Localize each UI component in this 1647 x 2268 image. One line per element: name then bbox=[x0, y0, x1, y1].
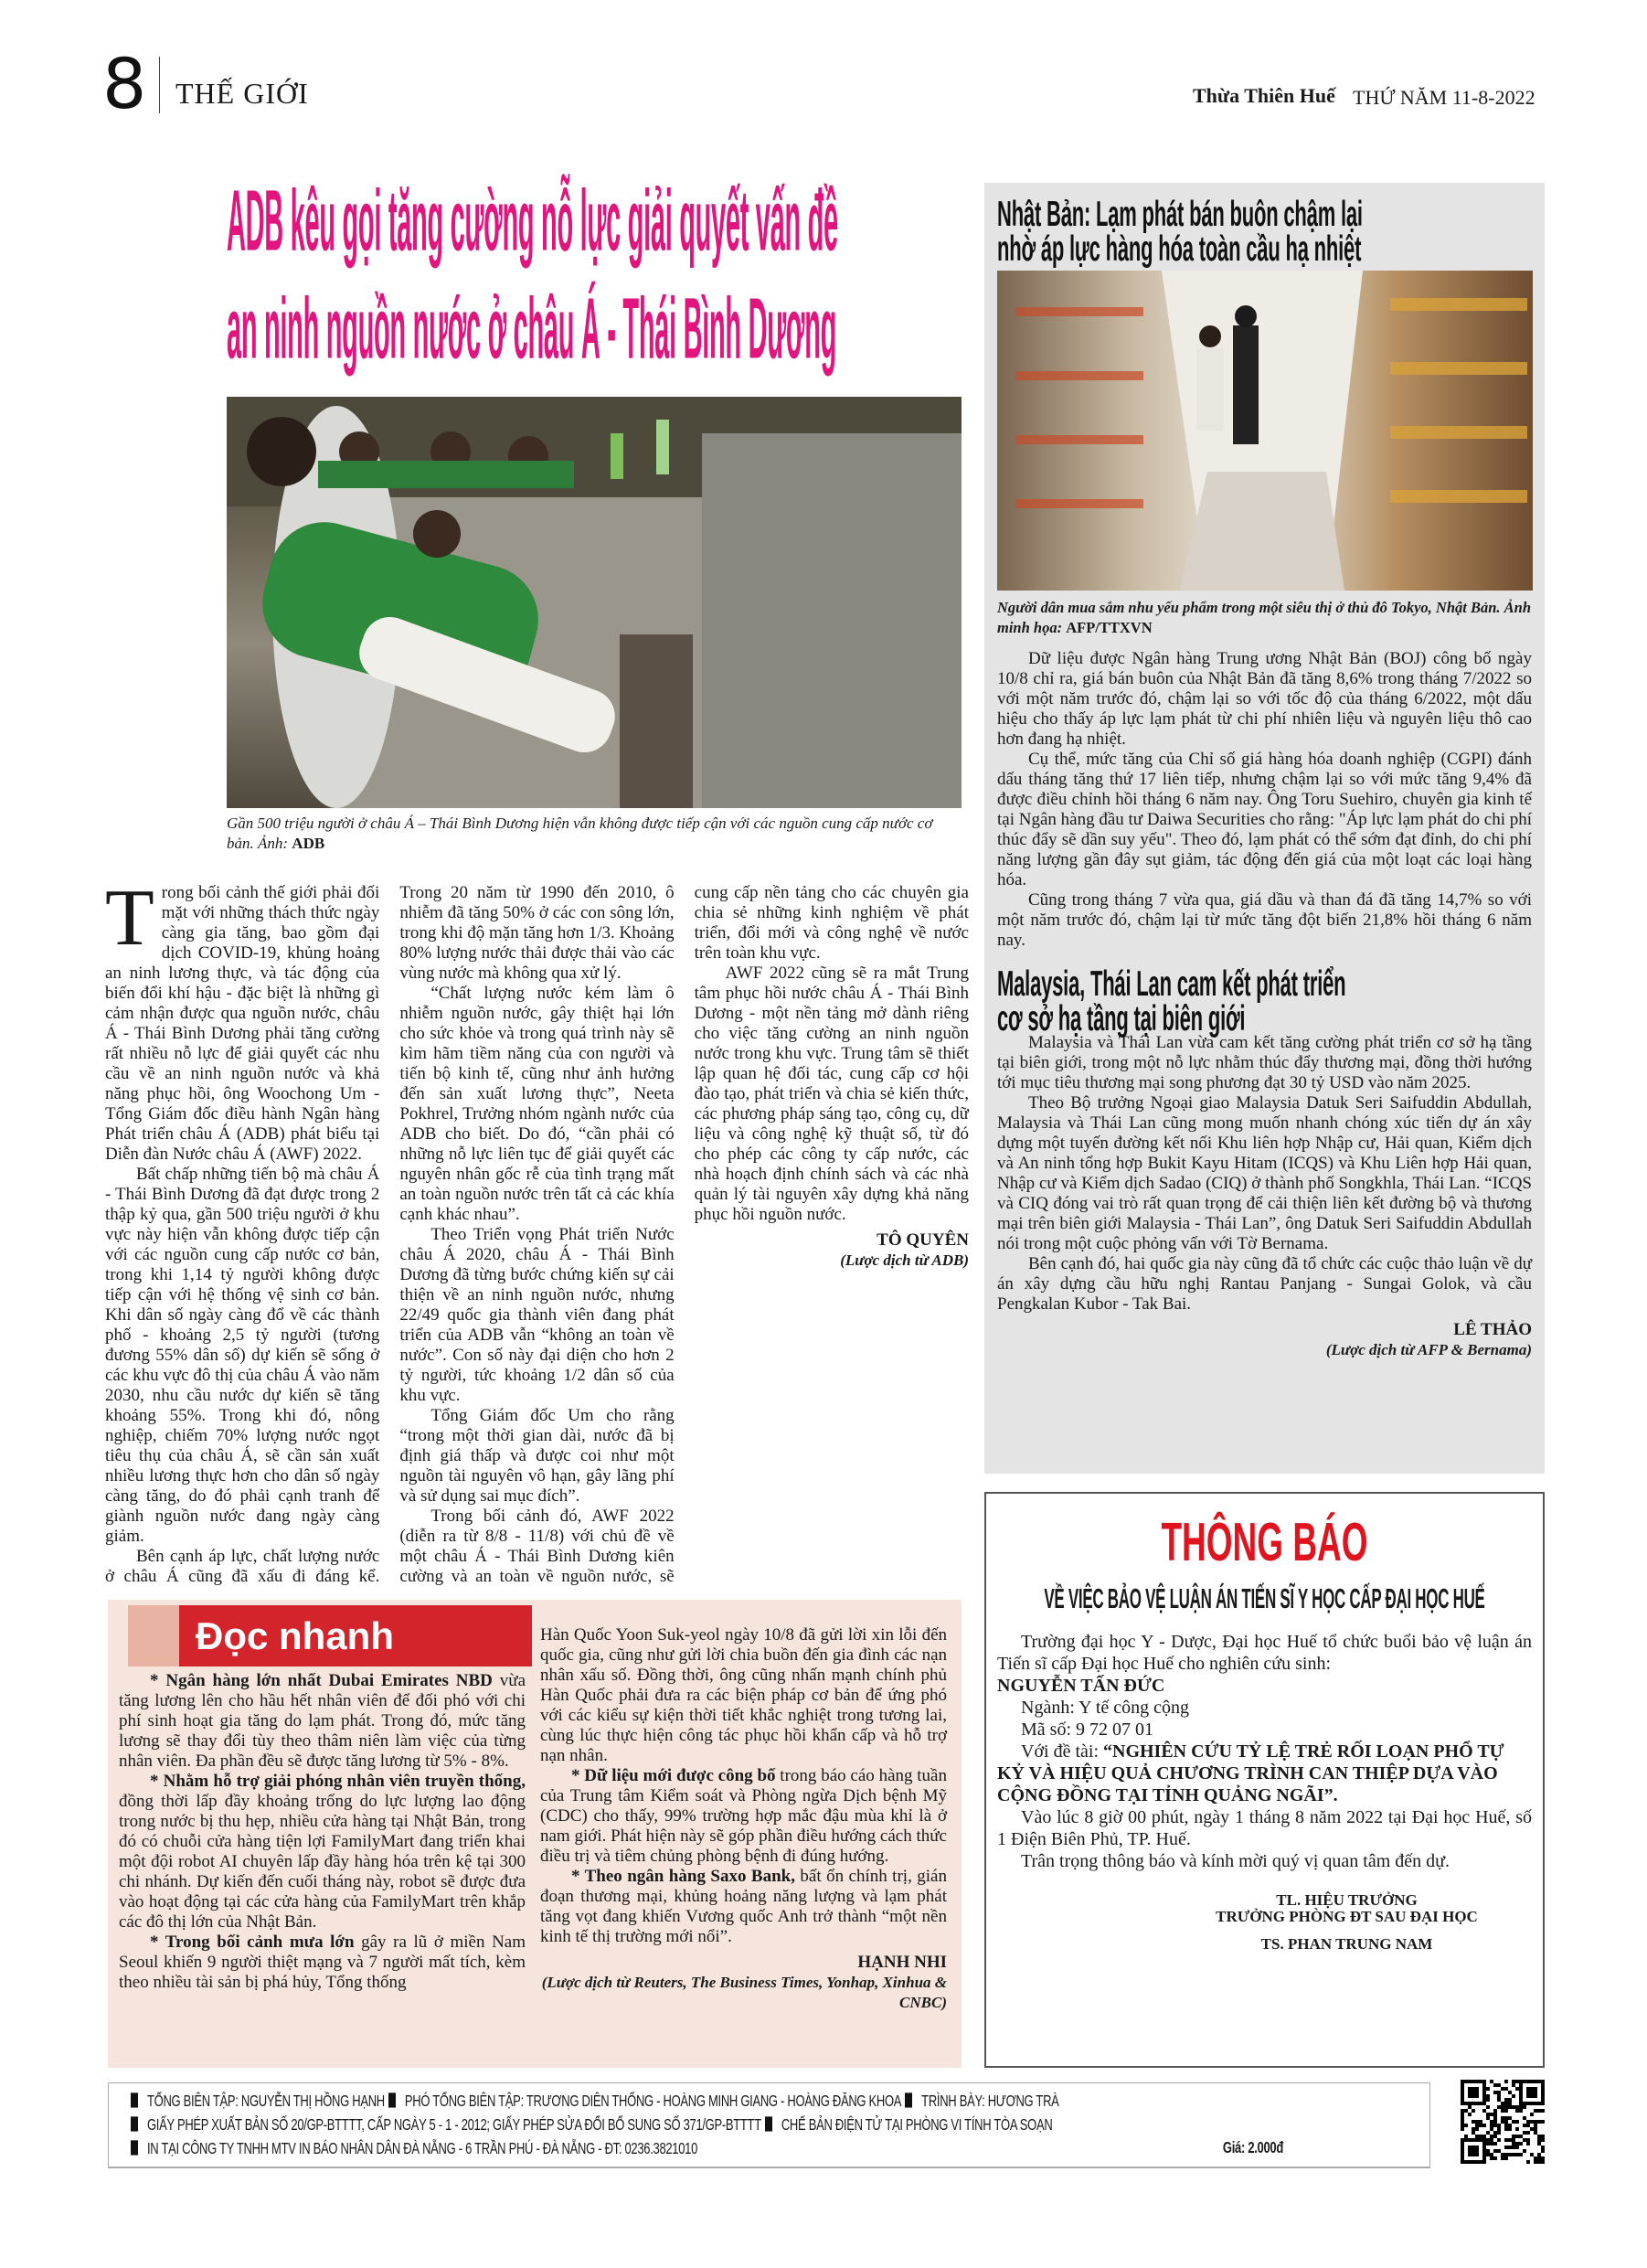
footer-text: PHÓ TỔNG BIÊN TẬP: TRƯƠNG DIÊN THỐNG - HOÀNG MINH GIANG - HOÀNG ĐĂNG KHOA bbox=[404, 2092, 902, 2111]
item-text: đồng thời lấp đầy khoảng trống do lực lượng lao động trong nước bị thu hẹp, nhiều cửa hàng tại Nhật Bản, trong đó có chuỗi cửa hàng tiện lợi FamilyMart đang triển khai một đội robot AI chuyên lấp đầy hàng hóa trên kệ tại 300 chi nhánh. Dự kiến đến cuối tháng này, robot sẽ được đưa vào hoạt động tại các cửa hàng của FamilyMart trên khắp các đô thị lớn của Nhật Bản. bbox=[119, 1792, 526, 1932]
quick-author: HẠNH NHI bbox=[857, 1953, 947, 1972]
item-text: gây ra lũ ở miền Nam Seoul khiến 9 người thiệt mạng và 7 người mất tích, kèm theo nhiều tài sản bị phá hủy, Tổng thống bbox=[119, 1933, 526, 1992]
footer-text: GIẤY PHÉP XUẤT BẢN SỐ 20/GP-BTTTT, CẤP NGÀY 5 - 1 - 2012; GIẤY PHÉP SỬA ĐỔI BỔ SUNG SỐ 371/GP-BTTTT bbox=[147, 2115, 761, 2135]
qr-code[interactable] bbox=[1461, 2080, 1545, 2164]
notice-subtitle bbox=[997, 1583, 1532, 1631]
quick-source: (Lược dịch từ Reuters, The Business Times, Yonhap, Xinhua & CNBC) bbox=[541, 1974, 947, 2011]
main-article-body bbox=[105, 874, 969, 1596]
quick-item bbox=[540, 1867, 947, 1947]
quick-item bbox=[119, 1933, 526, 1993]
paragraph-text: rong bối cảnh thế giới phải đối mặt với những thách thức ngày càng gia tăng, bao gồm đại dịch COVID-19, khủng hoảng an ninh lương thực, và tác động của biến đổi khí hậu - đặc biệt là những gì cảm nhận được qua nguồn nước, châu Á - Thái Bình Dương phải tăng cường rất nhiều nỗ lực để giải quyết các nhu cầu về an ninh nguồn nước và khả năng phục hồi, ông Woochong Um - Tổng Giám đốc điều hành Ngân hàng Phát triển châu Á (ADB) phát biểu tại Diễn đàn Nước châu Á (AWF) 2022. bbox=[105, 883, 380, 1164]
header-accent bbox=[128, 1605, 179, 1666]
article-paragraph: Bên cạnh đó, hai quốc gia này cũng đã tổ chức các cuộc thảo luận về dự án xây dựng cầu hữu nghị Rantau Panjang - Sungai Golok, và cầu Pengkalan Kubor - Tak Bai. bbox=[997, 1254, 1532, 1314]
article-paragraph: Trong bối cảnh đó, AWF 2022 (diễn ra từ 8/8 - 11/8) với chủ đề về một châu Á - Thái Bình Dương kiên cường và an toàn về nguồn nước, sẽ cung cấp nền tảng cho các chuyên gia chia sẻ những kinh nghiệm về phát triển, đổi mới và công nghệ về nước trên toàn khu vực. bbox=[399, 883, 969, 1586]
article-paragraph: Malaysia và Thái Lan vừa cam kết tăng cường phát triển cơ sở hạ tầng tại biên giới, trong một nỗ lực nhằm thúc đẩy thương mại, đồng thời hướng tới mục tiêu thương mại song phương đạt 30 tỷ USD vào năm 2025. bbox=[997, 1033, 1532, 1092]
headline-line: an ninh nguồn nước ở châu Á - Thái Bình Dương bbox=[227, 283, 837, 378]
notice-code: Mã số: 9 72 07 01 bbox=[1021, 1720, 1153, 1740]
article-paragraph: Theo Bộ trưởng Ngoại giao Malaysia Datuk Seri Saifuddin Abdullah, Malaysia và Thái Lan cũng mong muốn nhanh chóng xúc tiến dự án xây dựng một tuyến đường kết nối Khu liên hợp Nhập cư, Hải quan, Kiểm dịch và An ninh tổng hợp Bukit Kayu Hitam (ICQS) và Khu Liên hợp Hải quan, Nhập cư và Kiểm dịch Sadao (CIQ) ở thành phố Songkhla, Thái Lan. “ICQS và CIQ đóng vai trò rất quan trọng để cải thiện liên kết đường bộ và thương mại trên biên giới Malaysia - Thái Lan”, ông Datuk Seri Saifuddin Abdullah nói trong một cuộc phỏng vấn với Tờ Bernama. bbox=[997, 1093, 1532, 1253]
supermarket-photo bbox=[997, 271, 1533, 591]
page-number: 8 bbox=[102, 43, 147, 124]
item-text: vừa tăng lương lên cho hầu hết nhân viên để đối phó với chi phí sinh hoạt gia tăng do lạm phát. Trong đó, mức tăng lương sẽ thay đổi tùy theo thâm niên làm việc của từng nhân viên. Đa phần đều sẽ được tăng lương từ 5% - 8%. bbox=[119, 1671, 526, 1771]
side-photo-caption bbox=[997, 598, 1532, 638]
headline-line: cơ sở hạ tầng tại biên giới bbox=[997, 998, 1246, 1038]
signature-office: TRƯỞNG PHÒNG ĐT SAU ĐẠI HỌC bbox=[1216, 1908, 1478, 1925]
footer-line-3 bbox=[127, 2139, 697, 2157]
notice-intro: Trường đại học Y - Dược, Đại học Huế tổ chức buổi bảo vệ luận án Tiến sĩ cấp Đại học Huế cho nghiên cứu sinh: bbox=[997, 1632, 1532, 1674]
issue-date: THỨ NĂM 11-8-2022 bbox=[1353, 86, 1535, 109]
footer-line-1 bbox=[127, 2092, 1059, 2110]
newspaper-name: Thừa Thiên Huế bbox=[1193, 84, 1335, 107]
headline-line: ADB kêu gọi tăng cường nỗ lực giải quyết vấn đề bbox=[227, 176, 838, 271]
side-headline-2 bbox=[997, 964, 1532, 1004]
headline-line: Nhật Bản: Lạm phát bán buôn chậm lại bbox=[997, 194, 1363, 234]
article-source: (Lược dịch từ ADB) bbox=[840, 1251, 969, 1269]
notice-box bbox=[984, 1492, 1545, 2068]
notice-time: Vào lúc 8 giờ 00 phút, ngày 1 tháng 8 năm 2022 tại Đại học Huế, số 1 Điện Biên Phủ, TP. Huế. bbox=[997, 1807, 1532, 1849]
notice-major: Ngành: Y tế công cộng bbox=[1021, 1698, 1190, 1718]
item-lead: * Trong bối cảnh mưa lớn bbox=[150, 1933, 355, 1952]
side-column bbox=[984, 183, 1545, 1474]
header-divider bbox=[159, 57, 160, 113]
candidate-name: NGUYỄN TẤN ĐỨC bbox=[997, 1676, 1165, 1696]
footer-text: TRÌNH BÀY: HƯƠNG TRÀ bbox=[921, 2092, 1059, 2111]
quick-item bbox=[119, 1671, 526, 1772]
topic-title: “NGHIÊN CỨU TỶ LỆ TRẺ RỐI LOẠN PHỔ TỰ KỶ VÀ HIỆU QUẢ CHƯƠNG TRÌNH CAN THIỆP DỰA VÀO CỘNG ĐỒNG TẠI TỈNH QUẢNG NGÃI”. bbox=[997, 1741, 1504, 1805]
article-paragraph: Bất chấp những tiến bộ mà châu Á - Thái Bình Dương đã đạt được trong 2 thập kỷ qua, gần 500 triệu người ở khu vực này hiện vẫn không được tiếp cận với các nguồn cung cấp nước cơ bản, trong khi 1,14 tỷ người không được tiếp cận với hệ thống vệ sinh cơ bản. Khi dân số ngày càng đổ về các thành phố - khoảng 2,5 tỷ người (tương đương 55% dân số) dự kiến sẽ sống ở các khu vực đô thị của châu Á vào năm 2030, nhu cầu nước dự kiến sẽ tăng khoảng 55%. Trong khi đó, nông nghiệp, chiếm 70% lượng nước ngọt tiêu thụ của châu Á, sẽ cần sản xuất nhiều lương thực hơn cho dân số ngày càng tăng, do đó phải cạnh tranh để giành nguồn nước đang ngày càng giảm. bbox=[105, 1165, 380, 1546]
article-paragraph: Cũng trong tháng 7 vừa qua, giá dầu và than đá đã tăng 14,7% so với một năm trước đó, chậm lại từ mức tăng đột biến 21,8% hồi tháng 6 năm nay. bbox=[997, 890, 1532, 950]
main-photo bbox=[227, 397, 962, 808]
item-lead: * Nhằm hỗ trợ giải phóng nhân viên truyền thống, bbox=[150, 1772, 526, 1791]
notice-topic bbox=[997, 1741, 1532, 1806]
title-text: THÔNG BÁO bbox=[1161, 1512, 1368, 1572]
price: Giá: 2.000đ bbox=[1222, 2138, 1283, 2157]
photo-credit: ADB bbox=[292, 835, 325, 852]
notice-title bbox=[997, 1512, 1532, 1572]
masthead-footer bbox=[108, 2082, 1430, 2168]
article-paragraph: Cụ thể, mức tăng của Chỉ số giá hàng hóa doanh nghiệp (CGPI) đánh dấu tháng tăng thứ 17 liên tiếp, nhưng chậm lại so với mức tăng 9,4% đã được điều chỉnh hồi tháng 6 năm nay. Ông Toru Suehiro, chuyên gia kinh tế tại Ngân hàng đầu tư Daiwa Securities cho rằng: "Áp lực lạm phát do chi phí thúc đẩy sẽ dần suy yếu". Theo đó, lạm phát có thể sớm đạt đỉnh, do chi phí năng lượng gần đây sụt giảm, tác động đến giá của một loạt các loại hàng hóa. bbox=[997, 750, 1533, 889]
topic-label: Với đề tài: bbox=[1021, 1741, 1103, 1762]
quick-item bbox=[119, 1772, 526, 1933]
quick-item bbox=[540, 1766, 947, 1867]
children-water-pump-image bbox=[227, 397, 962, 808]
signature-title: TL. HIỆU TRƯỞNG bbox=[1276, 1891, 1418, 1909]
article-source: (Lược dịch từ AFP & Bernama) bbox=[1325, 1341, 1532, 1358]
item-lead: * Theo ngân hàng Saxo Bank, bbox=[571, 1867, 795, 1886]
quick-read-header bbox=[128, 1605, 532, 1666]
article-author: LÊ THẢO bbox=[1453, 1320, 1532, 1339]
item-text: bất ổn chính trị, gián đoạn thương mại, khủng hoảng năng lượng và lạm phát tăng vọt đang khiến Vương quốc Anh trở thành “một nền kinh tế thị trường mới nổi”. bbox=[540, 1867, 947, 1946]
footer-line-2 bbox=[127, 2115, 1052, 2134]
article-paragraph: Tổng Giám đốc Um cho rằng “trong một thời gian dài, nước đã bị định giá thấp và được coi như một nguồn tài nguyên vô hạn, gây lãng phí và sử dụng sai mục đích”. bbox=[399, 1406, 675, 1506]
item-text: trong báo cáo hàng tuần của Trung tâm Kiểm soát và Phòng ngừa Dịch bệnh Mỹ (CDC) cho thấy, 99% trường hợp mắc đậu mùa khỉ là ở nam giới. Phát hiện này sẽ góp phần điều hướng cách thức điều trị và tiêm chủng phòng bệnh đi đúng hướng. bbox=[540, 1766, 947, 1866]
headline-line: nhờ áp lực hàng hóa toàn cầu hạ nhiệt bbox=[997, 229, 1362, 269]
drop-cap: T bbox=[105, 874, 154, 963]
side-headline-1 bbox=[997, 194, 1532, 234]
article-paragraph: Theo Triển vọng Phát triển Nước châu Á 2020, châu Á - Thái Bình Dương đã từng bước chứng kiến sự cải thiện về an ninh nguồn nước, nhưng 22/49 quốc gia thành viên đang phát triển của ADB vẫn “không an toàn về nước”. Con số này đại diện cho hơn 2 tỷ người, tức khoảng 1/2 dân số của khu vực. bbox=[399, 1225, 675, 1405]
main-photo-caption bbox=[227, 814, 958, 854]
article-paragraph: Dữ liệu được Ngân hàng Trung ương Nhật Bản (BOJ) công bố ngày 10/8 chỉ ra, giá bán buôn của Nhật Bản đã tăng 8,6% trong tháng 7/2022 so với một năm trước đó, chậm lại so với tốc độ của tháng 6/2022, một dấu hiệu cho thấy áp lực lạm phát từ chi phí nhiên liệu và nguyên liệu thô cao hơn đang hạ nhiệt. bbox=[997, 649, 1532, 749]
article-paragraph: “Chất lượng nước kém làm ô nhiễm nguồn nước, gây thiệt hại lớn cho sức khỏe và trong quá trình này sẽ kìm hãm tiềm năng của con người và tiến bộ kinh tế, cũng như ảnh hưởng đến sản xuất lương thực”, Neeta Pokhrel, Trưởng nhóm ngành nước của ADB cho biết. Do đó, “cần phải có những nỗ lực liên tục để giải quyết các nguyên nhân gốc rễ của tình trạng mất an toàn nguồn nước trên tất cả các khía cạnh khác nhau”. bbox=[399, 984, 675, 1224]
article-paragraph: Bên cạnh áp lực, chất lượng nước ở châu Á cũng đã xấu đi đáng kể. Trong 20 năm từ 1990 đến 2010, ô nhiễm đã tăng 50% ở các con sông lớn, trong khi độ mặn tăng hơn 1/3. Khoảng 80% lượng nước thải được thải vào các vùng nước mà không qua xử lý. bbox=[105, 883, 675, 1586]
main-headline bbox=[227, 176, 967, 391]
subtitle-text: VỀ VIỆC BẢO VỆ LUẬN ÁN TIẾN SĨ Y HỌC CẤP ĐẠI HỌC HUẾ bbox=[1044, 1583, 1485, 1615]
quick-read-box bbox=[108, 1600, 962, 2068]
caption-text: Gần 500 triệu người ở châu Á – Thái Bình Dương hiện vẫn không được tiếp cận với các nguồn cung cấp nước cơ bản. Ảnh: bbox=[227, 815, 933, 852]
footer-text: IN TẠI CÔNG TY TNHH MTV IN BÁO NHÂN DÂN ĐÀ NẴNG - 6 TRẦN PHÚ - ĐÀ NẴNG - ĐT: 0236.3821010 bbox=[147, 2139, 698, 2158]
quick-read-title: Đọc nhanh bbox=[196, 1614, 394, 1657]
item-lead: * Dữ liệu mới được công bố bbox=[571, 1766, 776, 1785]
section-title: THẾ GIỚI bbox=[175, 77, 309, 110]
photo-credit: AFP/TTXVN bbox=[1066, 619, 1153, 636]
headline-line: Malaysia, Thái Lan cam kết phát triển bbox=[997, 964, 1346, 1004]
notice-closing: Trân trọng thông báo và kính mời quý vị quan tâm đến dự. bbox=[1021, 1851, 1450, 1871]
item-lead: * Ngân hàng lớn nhất Dubai Emirates NBD bbox=[150, 1671, 493, 1690]
supermarket-image bbox=[997, 271, 1533, 591]
footer-text: TỔNG BIÊN TẬP: NGUYỄN THỊ HỒNG HẠNH bbox=[147, 2092, 385, 2111]
article-paragraph bbox=[105, 874, 380, 1165]
article-author: TÔ QUYÊN bbox=[877, 1230, 969, 1250]
side-headline-1b bbox=[997, 229, 1532, 269]
footer-text: CHẾ BẢN ĐIỆN TỬ TẠI PHÒNG VI TÍNH TÒA SOẠN bbox=[781, 2115, 1053, 2135]
signer-name: TS. PHAN TRUNG NAM bbox=[1260, 1935, 1433, 1953]
article-paragraph: AWF 2022 cũng sẽ ra mắt Trung tâm phục hồi nước châu Á - Thái Bình Dương - một nền tảng mở dành riêng cho việc tăng cường an ninh nguồn nước trong khu vực. Trung tâm sẽ thiết lập quan hệ đối tác, cung cấp cơ hội đào tạo, phát triển và chia sẻ kiến thức, các phương pháp sáng tạo, công cụ, dữ liệu và công nghệ kỹ thuật số, từ đó cho phép các công ty cấp nước, các nhà hoạch định chính sách và các nhà quản lý tài nguyên xây dựng khả năng phục hồi nguồn nước. bbox=[694, 964, 969, 1224]
quick-item-continued: Hàn Quốc Yoon Suk-yeol ngày 10/8 đã gửi lời xin lỗi đến quốc gia, cũng như gửi lời chia buồn đến gia đình các nạn nhân xấu số. Đồng thời, ông cũng nhấn mạnh chính phủ Hàn Quốc phải đưa ra các biện pháp cơ bản để ứng phó với các kiểu sự kiện thời tiết khắc nghiệt trong tương lai, cùng lúc thực hiện công tác phục hồi khẩn cấp và hỗ trợ nạn nhân. bbox=[540, 1625, 947, 1765]
caption-text: Người dân mua sắm nhu yếu phẩm trong một siêu thị ở thủ đô Tokyo, Nhật Bản. Ảnh minh họa: bbox=[997, 599, 1532, 636]
